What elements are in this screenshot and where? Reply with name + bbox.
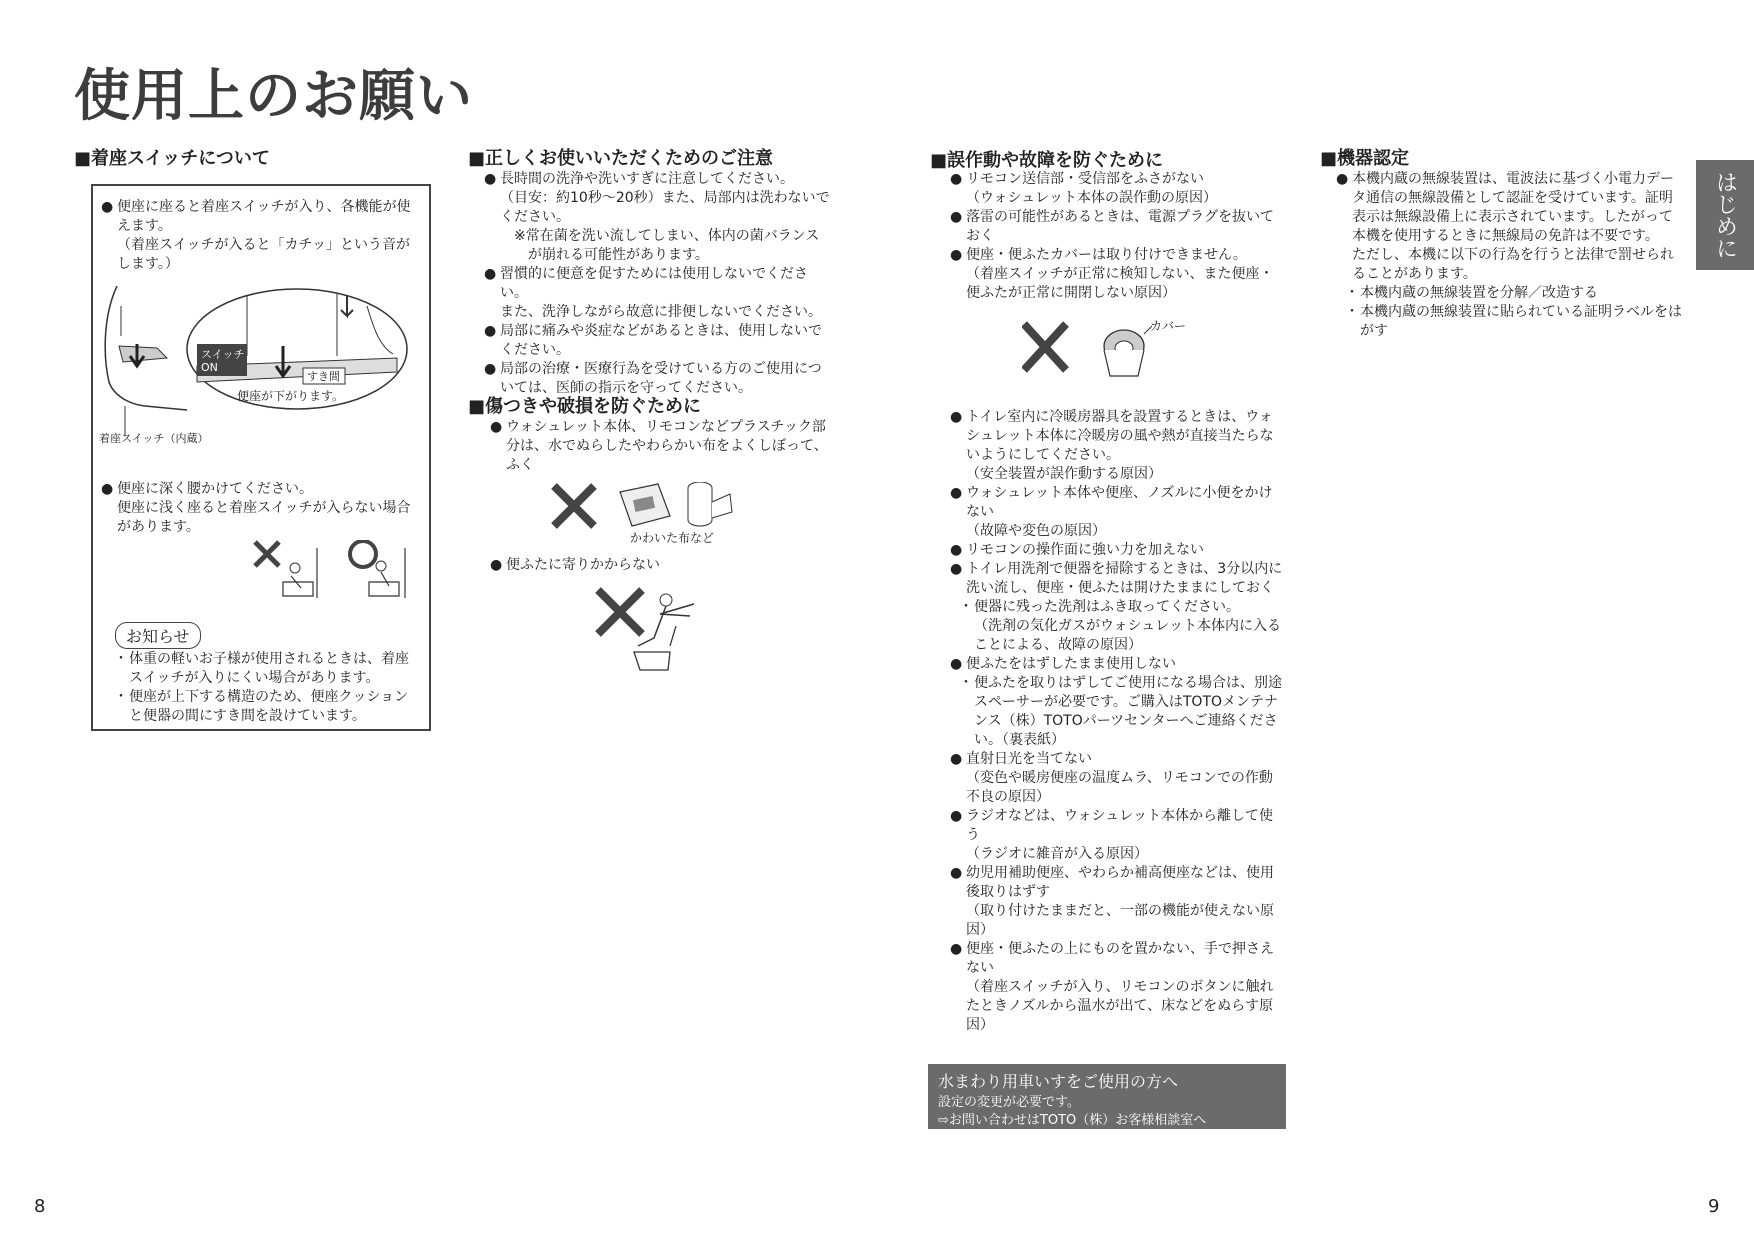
certification-item-2: 本機内蔵の無線装置に貼られている証明ラベルをはがす bbox=[1360, 304, 1682, 339]
wheelchair-notice-setting: 設定の変更が必要です。 bbox=[938, 1095, 1080, 1110]
seat-switch-bullet-1: 便座に座ると着座スイッチが入り、各機能が使えます。 （着座スイッチが入ると「カチッ」という音がします。） bbox=[117, 199, 411, 272]
notice-item-2: 便座が上下する構造のため、便座クッションと便器の間にすき間を設けています。 bbox=[129, 689, 409, 724]
notice-label: お知らせ bbox=[115, 622, 201, 649]
malfunction-item-6: リモコンの操作面に強い力を加えない bbox=[966, 542, 1204, 558]
lean-lid-diagram bbox=[594, 586, 704, 674]
malfunction-item-1: リモコン送信部・受信部をふさがない （ウォシュレット本体の誤作動の原因） bbox=[966, 171, 1218, 206]
malfunction-item-4: トイレ室内に冷暖房器具を設置するときは、ウォシュレット本体に冷暖房の風や熱が直接当たらないようにしてください。 （安全装置が誤作動する原因） bbox=[966, 409, 1274, 482]
wheelchair-notice-title: 水まわり用車いすをご使用の方へ bbox=[938, 1072, 1179, 1091]
seat-lowers-label: 便座が下がります。 bbox=[237, 389, 345, 403]
malfunction-item-12: 便座・便ふたの上にものを置かない、手で押さえない （着座スイッチが入り、リモコンのボタンに触れたときノズルから温水が出て、床などをぬらす原因） bbox=[966, 941, 1274, 1033]
notice-item-1: 体重の軽いお子様が使用されるときは、着座スイッチが入りにくい場合があります。 bbox=[129, 651, 409, 686]
seat-switch-box: ● 便座に座ると着座スイッチが入り、各機能が使えます。 （着座スイッチが入ると「カチッ」という音がします。） スイッチ ON すき間 便座が下がります。 着座スイッチ（内蔵） ● 便座に深く腰かけてください。 便座に浅く座ると着座スイッチが入らない場合があります。 お知らせ ・ 体重の軽いお子様が使用されるときは、着座スイッチが入りにくい場合があります。 ・ 便座が上下する構造のため、便座クッションと便器の間にすき間を設けています。 bbox=[91, 184, 431, 731]
page-title: 使用上のお願い bbox=[74, 64, 473, 129]
page-number-left: 8 bbox=[34, 1196, 46, 1217]
lean-instruction: 便ふたに寄りかからない bbox=[506, 557, 660, 573]
section-heading-seat-switch: ■着座スイッチについて bbox=[74, 148, 270, 169]
seat-switch-built-in-label: 着座スイッチ（内蔵） bbox=[99, 432, 209, 445]
malfunction-item-11: 幼児用補助便座、やわらか補高便座などは、使用後取りはずす （取り付けたままだと、一部の機能が使えない原因） bbox=[966, 865, 1274, 938]
soft-cloth-label: かわいた布など bbox=[630, 531, 715, 545]
malfunction-item-7-note: 便器に残った洗剤はふき取ってください。 （洗剤の気化ガスがウォシュレット本体内に入ることによる、故障の原因） bbox=[974, 599, 1282, 653]
section-heading-malfunction-prevention: ■誤作動や故障を防ぐために bbox=[930, 150, 1164, 171]
cover-label: カバー bbox=[1150, 319, 1187, 333]
correct-use-item-1: 長時間の洗浄や洗いすぎに注意してください。 （目安：約10秒〜20秒）また、局部内は洗わないでください。 bbox=[500, 171, 830, 225]
malfunction-item-8-note: 便ふたを取りはずしてご使用になる場合は、別途スペーサーが必要です。ご購入はTOTOメンテナンス（株）TOTOパーツセンターへご連絡ください。（裏表紙） bbox=[974, 675, 1282, 748]
malfunction-item-5: ウォシュレット本体や便座、ノズルに小便をかけない （故障や変色の原因） bbox=[966, 485, 1273, 539]
wipe-instruction: ウォシュレット本体、リモコンなどプラスチック部分は、水でぬらしたやわらかい布をよくしぼって、ふく bbox=[506, 419, 828, 473]
cloth-diagram bbox=[550, 482, 740, 546]
malfunction-item-7: トイレ用洗剤で便器を掃除するときは、3分以内に洗い流し、便座・便ふたは開けたままにしておく bbox=[966, 561, 1283, 596]
seat-cover-diagram bbox=[1022, 316, 1202, 380]
section-heading-damage-prevention: ■傷つきや破損を防ぐために bbox=[468, 396, 702, 417]
wheelchair-notice-contact: ⇨お問い合わせはTOTO（株）お客様相談室へ bbox=[938, 1113, 1207, 1128]
malfunction-item-10: ラジオなどは、ウォシュレット本体から離して使う （ラジオに雑音が入る原因） bbox=[966, 808, 1274, 862]
certification-item-1: 本機内蔵の無線装置を分解／改造する bbox=[1360, 285, 1598, 301]
wheelchair-notice-box bbox=[928, 1064, 1286, 1129]
gap-label: すき間 bbox=[307, 370, 340, 383]
correct-use-item-1-note: ※常在菌を洗い流してしまい、体内の菌バランス が崩れる可能性があります。 bbox=[514, 228, 820, 263]
malfunction-item-3: 便座・便ふたカバーは取り付けできません。 （着座スイッチが正常に検知しない、また便座・便ふたが正常に開閉しない原因） bbox=[966, 247, 1274, 301]
chapter-tab: はじめに bbox=[1696, 160, 1754, 270]
certification-body: 本機内蔵の無線装置は、電波法に基づく小電力データ通信の無線設備として認証を受けています。証明表示は無線設備上に表示されています。したがって本機を使用するときに無線局の免許は不要です。 ただし、本機に以下の行為を行うと法律で罰せられることがあります。 bbox=[1352, 171, 1674, 282]
switch-on-label: スイッチ ON bbox=[201, 348, 245, 374]
seat-switch-bullet-2: 便座に深く腰かけてください。 便座に浅く座ると着座スイッチが入らない場合があります。 bbox=[117, 481, 411, 535]
correct-use-item-2: 習慣的に便意を促すためには使用しないでください。 また、洗浄しながら故意に排便しないでください。 bbox=[500, 266, 822, 320]
malfunction-item-8: 便ふたをはずしたまま使用しない bbox=[966, 656, 1176, 672]
sitting-depth-diagram bbox=[253, 540, 423, 600]
malfunction-item-2: 落雷の可能性があるときは、電源プラグを抜いておく bbox=[966, 209, 1274, 244]
seat-switch-diagram bbox=[97, 286, 427, 446]
correct-use-item-4: 局部の治療・医療行為を受けている方のご使用については、医師の指示を守ってください。 bbox=[500, 361, 822, 396]
malfunction-item-9: 直射日光を当てない （変色や暖房便座の温度ムラ、リモコンでの作動不良の原因） bbox=[966, 751, 1273, 805]
section-heading-certification: ■機器認定 bbox=[1320, 148, 1410, 169]
page-number-right: 9 bbox=[1708, 1196, 1720, 1217]
section-heading-correct-use: ■正しくお使いいただくためのご注意 bbox=[468, 148, 774, 169]
correct-use-item-3: 局部に痛みや炎症などがあるときは、使用しないでください。 bbox=[500, 323, 822, 358]
